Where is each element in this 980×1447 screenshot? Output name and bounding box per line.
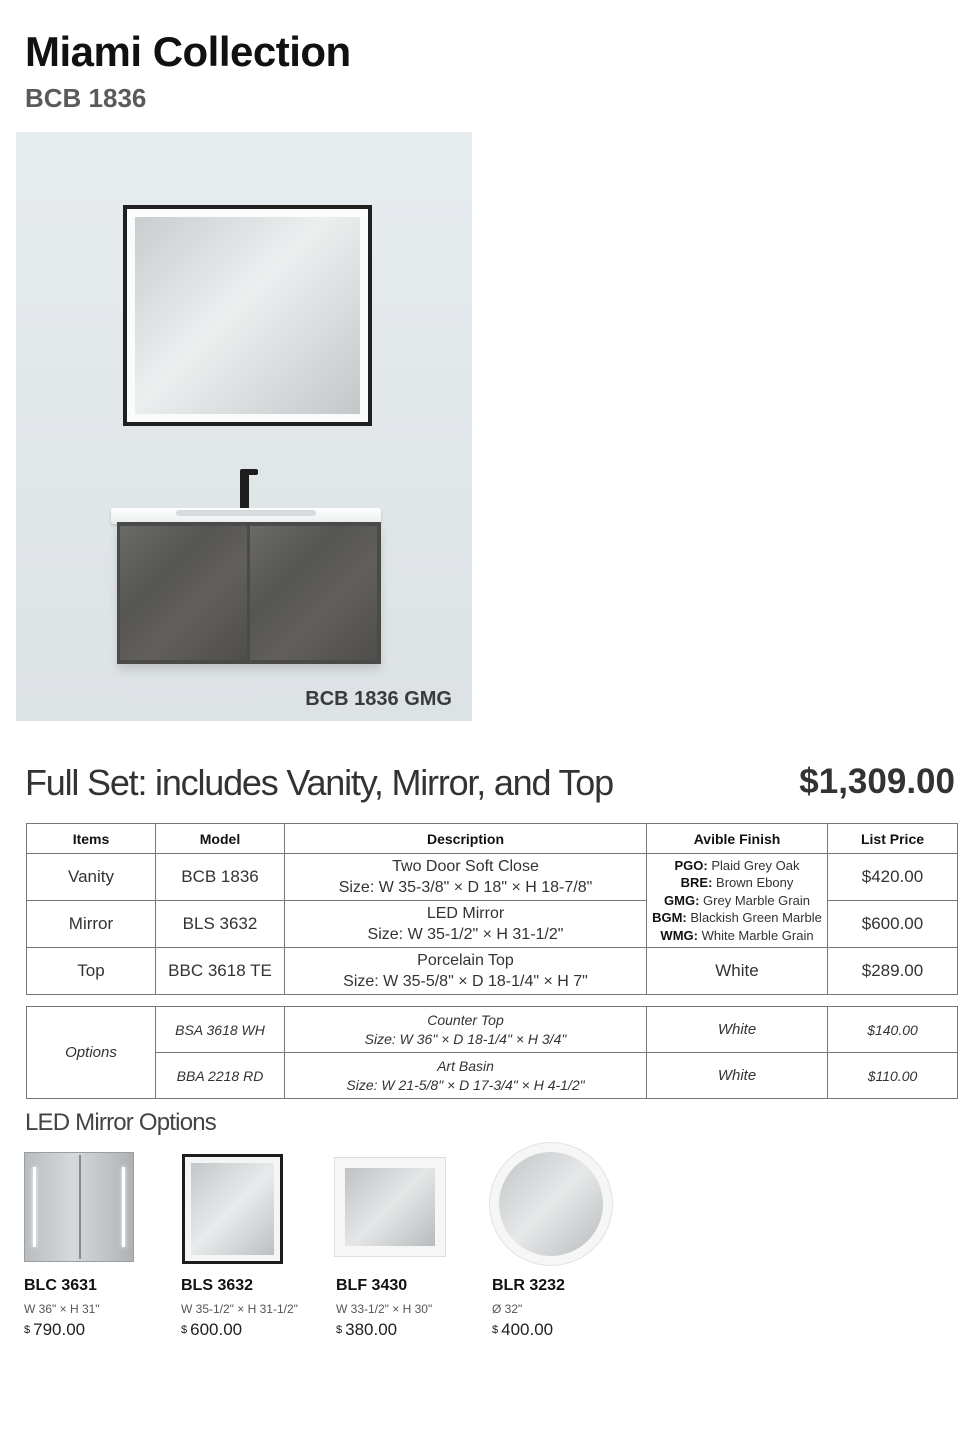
table-row — [27, 948, 958, 995]
finish-cell: White — [647, 948, 828, 995]
description-cell: Porcelain Top Size: W 35-5/8" × D 18-1/4" × H 7" — [285, 948, 647, 995]
collection-title: Miami Collection — [25, 28, 351, 75]
mirror-option-size: Ø 32" — [492, 1302, 523, 1316]
item-cell: Vanity — [27, 854, 156, 901]
mirror-option-code: BLF 3430 — [336, 1277, 408, 1294]
finish-cell: White — [647, 1007, 828, 1053]
cabinet-door-right — [250, 526, 377, 660]
model-cell: BBC 3618 TE — [156, 948, 285, 995]
finish-item: GMG: Grey Marble Grain — [664, 892, 810, 908]
column-header: Model — [156, 824, 285, 854]
item-cell: Top — [27, 948, 156, 995]
model-cell: BBA 2218 RD — [156, 1053, 285, 1099]
table-row — [27, 1007, 958, 1053]
column-header: Items — [27, 824, 156, 854]
full-set-label: Full Set: includes Vanity, Mirror, and Top — [25, 762, 613, 803]
round-mirror-image — [490, 1143, 612, 1265]
finish-item: BRE: Brown Ebony — [680, 875, 794, 891]
price-cell: $110.00 — [828, 1053, 958, 1099]
description-cell: Two Door Soft Close Size: W 35-3/8" × D 18" × H 18-7/8" — [285, 854, 647, 901]
product-photo — [16, 132, 472, 721]
mirror-option-size: W 36" × H 31" — [24, 1302, 100, 1316]
framed-mirror-image — [182, 1154, 283, 1264]
description-cell: Art Basin Size: W 21-5/8" × D 17-3/4" × H 4-1/2" — [285, 1053, 647, 1099]
price-cell: $140.00 — [828, 1007, 958, 1053]
mirror-option-price: $ 600.00 — [181, 1320, 243, 1339]
table-row — [27, 854, 958, 901]
price-cell: $420.00 — [828, 854, 958, 901]
photo-caption: BCB 1836 GMG — [305, 688, 452, 710]
price-cell: $289.00 — [828, 948, 958, 995]
column-header: Avible Finish — [647, 824, 828, 854]
description-cell: LED Mirror Size: W 35-1/2" × H 31-1/2" — [285, 901, 647, 948]
finish-cell: White — [647, 1053, 828, 1099]
full-set-price: $1,309.00 — [799, 762, 955, 801]
frameless-mirror-image — [334, 1157, 446, 1257]
finish-list-cell — [647, 854, 828, 948]
mirror-illustration — [123, 205, 372, 426]
item-cell: Mirror — [27, 901, 156, 948]
model-cell: BLS 3632 — [156, 901, 285, 948]
vanity-cabinet-illustration — [117, 522, 381, 664]
column-header: Description — [285, 824, 647, 854]
mirror-option-price: $ 380.00 — [336, 1320, 398, 1339]
options-table — [26, 1006, 958, 1099]
finish-item: PGO: Plaid Grey Oak — [674, 857, 800, 873]
table-row — [27, 1053, 958, 1099]
model-number: BCB 1836 — [25, 83, 147, 113]
finish-item: BGM: Blackish Green Marble — [652, 910, 822, 926]
mirror-option-code: BLS 3632 — [181, 1277, 254, 1294]
mirror-option-price: $ 790.00 — [24, 1320, 86, 1339]
mirror-option-code: BLR 3232 — [492, 1277, 565, 1294]
led-mirror-options-heading: LED Mirror Options — [25, 1109, 216, 1136]
mirror-option-price: $ 400.00 — [492, 1320, 554, 1339]
description-cell: Counter Top Size: W 36" × D 18-1/4" × H 3/4" — [285, 1007, 647, 1053]
mirror-option-size: W 35-1/2" × H 31-1/2" — [181, 1302, 298, 1316]
options-label-cell: Options — [27, 1007, 156, 1099]
model-cell: BSA 3618 WH — [156, 1007, 285, 1053]
finish-item: WMG: White Marble Grain — [660, 927, 814, 943]
table-header-row — [27, 824, 958, 854]
mirror-option-size: W 33-1/2" × H 30" — [336, 1302, 433, 1316]
price-cell: $600.00 — [828, 901, 958, 948]
pricing-table — [26, 823, 958, 995]
column-header: List Price — [828, 824, 958, 854]
cabinet-door-left — [120, 526, 247, 660]
mirror-cabinet-image — [24, 1152, 134, 1262]
mirror-option-code: BLC 3631 — [24, 1277, 97, 1294]
model-cell: BCB 1836 — [156, 854, 285, 901]
